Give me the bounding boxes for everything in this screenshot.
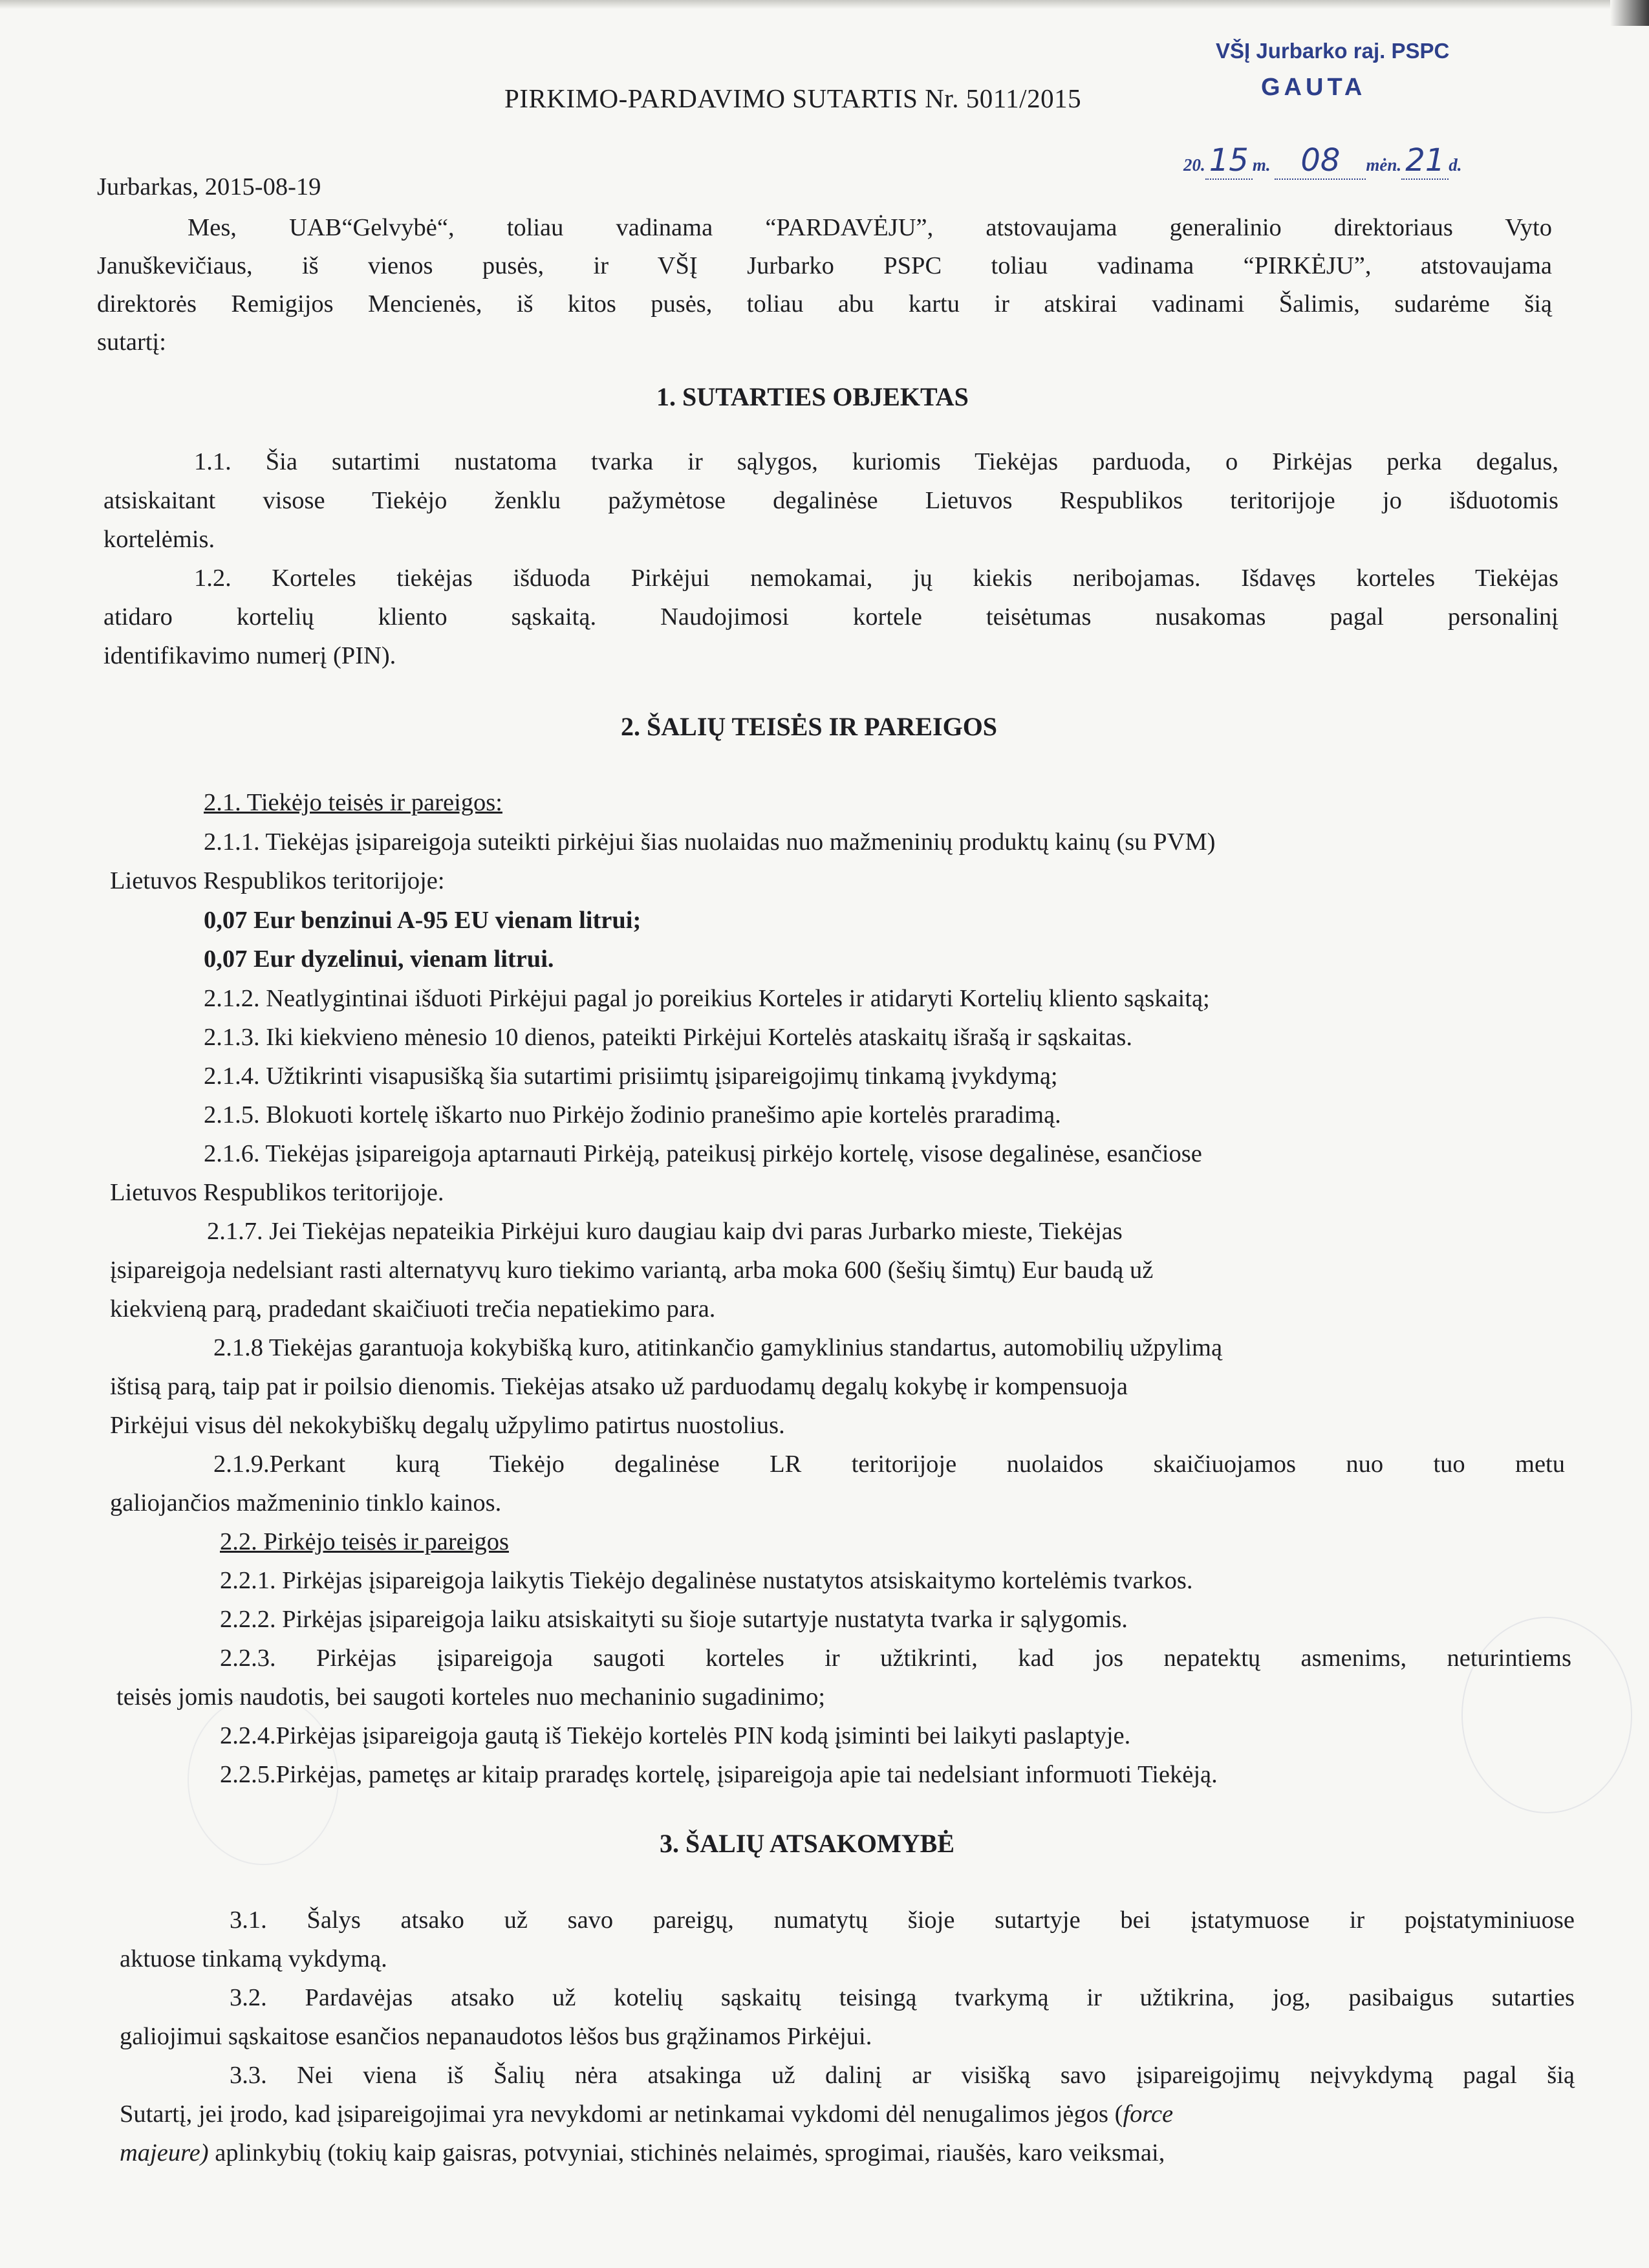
clause-line: 2.1.2. Neatlygintinai išduoti Pirkėjui pagal jo poreikius Korteles ir atidaryti Kortelių kliento sąskaitą; xyxy=(204,985,1210,1012)
clause-line: 2.1.4. Užtikrinti visapusišką šia sutartimi prisiimtų įsipareigojimų tinkamą įvykdymą; xyxy=(204,1063,1058,1090)
clause-line: 2.1.8 Tiekėjas garantuoja kokybišką kuro, atitinkančio gamyklinius standartus, automobilių užpylimą xyxy=(213,1334,1223,1361)
place-date: Jurbarkas, 2015-08-19 xyxy=(97,173,321,200)
section-heading: 2. ŠALIŲ TEISĖS IR PAREIGOS xyxy=(621,712,998,741)
clause-line: Lietuvos Respublikos teritorijoje. xyxy=(110,1179,444,1206)
clause-line: Pirkėjui visus dėl nekokybiškų degalų užpylimo patirtus nuostolius. xyxy=(110,1412,785,1439)
stamp-organization: VŠĮ Jurbarko raj. PSPC xyxy=(1216,39,1450,63)
clause-line: identifikavimo numerį (PIN). xyxy=(103,642,396,669)
section-heading: 1. SUTARTIES OBJEKTAS xyxy=(656,382,969,411)
clause-line: 2.2.3. Pirkėjas įsipareigoja saugoti korteles ir užtikrinti, kad jos nepatektų asmenims, neturintiems xyxy=(220,1645,1571,1672)
clause-line: aktuose tinkamą vykdymą. xyxy=(120,1945,387,1972)
stamp-status: GAUTA xyxy=(1261,74,1366,101)
clause-line: 2.2.1. Pirkėjas įsipareigoja laikytis Tiekėjo degalinėse nustatytos atsiskaitymo kortelėmis tvarkos. xyxy=(220,1567,1193,1594)
section-heading: 3. ŠALIŲ ATSAKOMYBĖ xyxy=(660,1829,955,1858)
scan-corner xyxy=(1610,0,1649,26)
clause-line: 2.1.9.Perkant kurą Tiekėjo degalinėse LR teritorijoje nuolaidos skaičiuojamos nuo tuo metu xyxy=(213,1451,1565,1478)
clause-line: atsiskaitant visose Tiekėjo ženklu pažymėtose degalinėse Lietuvos Respublikos teritorijoje jo išduotomis xyxy=(103,487,1558,514)
scan-edge xyxy=(0,0,1649,9)
clause-line: 2.1.6. Tiekėjas įsipareigoja aptarnauti Pirkėją, pateikusį pirkėjo kortelę, visose degalinėse, esančiose xyxy=(204,1140,1202,1167)
clause-line: kortelėmis. xyxy=(103,526,215,553)
clause-line: 3.2. Pardavėjas atsako už kotelių sąskaitų teisingą tvarkymą ir užtikrina, jog, pasibaigus sutarties xyxy=(230,1984,1575,2011)
clause-line: kiekvieną parą, pradedant skaičiuoti trečia nepatiekimo para. xyxy=(110,1295,716,1323)
clause-line: Sutartį, jei įrodo, kad įsipareigojimai yra nevykdomi ar netinkamai vykdomi dėl nenugalimos jėgos (force xyxy=(120,2101,1174,2128)
subsection-title: 2.1. Tiekėjo teisės ir pareigos: xyxy=(204,789,502,816)
clause-line: 3.3. Nei viena iš Šalių nėra atsakinga už dalinį ar visišką savo įsipareigojimų neįvykdymą pagal šią xyxy=(230,2062,1575,2089)
discount-diesel: 0,07 Eur dyzelinui, vienam litrui. xyxy=(204,945,554,973)
contract-title: PIRKIMO-PARDAVIMO SUTARTIS Nr. 5011/2015 xyxy=(504,83,1082,113)
clause-line: ištisą parą, taip pat ir poilsio dienomis. Tiekėjas atsako už parduodamų degalų kokybę ir kompensuoja xyxy=(110,1373,1128,1400)
intro-line: Mes, UAB“Gelvybė“, toliau vadinama “PARDAVĖJU”, atstovaujama generalinio direktoriaus Vyto xyxy=(188,214,1552,241)
clause-line: galiojančios mažmeninio tinklo kainos. xyxy=(110,1489,502,1517)
stamp-date: 20. 15 m. 08 mėn. 21 d. xyxy=(1183,142,1462,178)
clause-line: teisės jomis naudotis, bei saugoti korteles nuo mechaninio sugadinimo; xyxy=(116,1683,826,1711)
clause-line: 3.1. Šalys atsako už savo pareigų, numatytų šioje sutartyje bei įstatymuose ir poįstatyminiuose xyxy=(230,1906,1575,1934)
clause-line: 2.1.7. Jei Tiekėjas nepateikia Pirkėjui kuro daugiau kaip dvi paras Jurbarko mieste, Tiekėjas xyxy=(207,1218,1123,1245)
clause-line: 2.1.1. Tiekėjas įsipareigoja suteikti pirkėjui šias nuolaidas nuo mažmeninių produktų kainų (su PVM) xyxy=(204,828,1216,856)
clause-line: majeure) aplinkybių (tokių kaip gaisras, potvyniai, stichinės nelaimės, sprogimai, riaušės, karo veiksmai, xyxy=(120,2139,1165,2166)
clause-line: galiojimui sąskaitose esančios nepanaudotos lėšos bus grąžinamos Pirkėjui. xyxy=(120,2023,872,2050)
clause-line: 2.1.3. Iki kiekvieno mėnesio 10 dienos, pateikti Pirkėjui Kortelės ataskaitų išrašą ir sąskaitas. xyxy=(204,1024,1132,1051)
clause-line: 2.1.5. Blokuoti kortelę iškarto nuo Pirkėjo žodinio pranešimo apie kortelės praradimą. xyxy=(204,1101,1061,1129)
clause-line: 1.1. Šia sutartimi nustatoma tvarka ir sąlygos, kuriomis Tiekėjas parduoda, o Pirkėjas perka degalus, xyxy=(194,448,1558,475)
intro-line: Januškevičiaus, iš vienos pusės, ir VŠĮ Jurbarko PSPC toliau vadinama “PIRKĖJU”, atstovaujama xyxy=(97,252,1552,279)
clause-line: Lietuvos Respublikos teritorijoje: xyxy=(110,867,445,894)
intro-line: sutartį: xyxy=(97,329,166,356)
clause-line: įsipareigoja nedelsiant rasti alternatyvų kuro tiekimo variantą, arba moka 600 (šešių šimtų) Eur baudą už xyxy=(110,1257,1154,1284)
clause-line: 1.2. Korteles tiekėjas išduoda Pirkėjui nemokamai, jų kiekis neribojamas. Išdavęs korteles Tiekėjas xyxy=(194,565,1558,592)
subsection-title: 2.2. Pirkėjo teisės ir pareigos xyxy=(220,1528,509,1555)
clause-line: atidaro kortelių kliento sąskaitą. Naudojimosi kortele teisėtumas nusakomas pagal personalinį xyxy=(103,603,1558,631)
clause-line: 2.2.5.Pirkėjas, pametęs ar kitaip praradęs kortelę, įsipareigoja apie tai nedelsiant informuoti Tiekėją. xyxy=(220,1761,1218,1788)
clause-line: 2.2.4.Pirkėjas įsipareigoja gautą iš Tiekėjo kortelės PIN kodą įsiminti bei laikyti paslaptyje. xyxy=(220,1722,1131,1749)
clause-line: 2.2.2. Pirkėjas įsipareigoja laiku atsiskaityti su šioje sutartyje nustatyta tvarka ir sąlygomis. xyxy=(220,1606,1128,1633)
discount-benzine: 0,07 Eur benzinui A-95 EU vienam litrui; xyxy=(204,907,641,934)
intro-line: direktorės Remigijos Mencienės, iš kitos pusės, toliau abu kartu ir atskirai vadinami Šalimis, sudarėme šią xyxy=(97,290,1552,318)
